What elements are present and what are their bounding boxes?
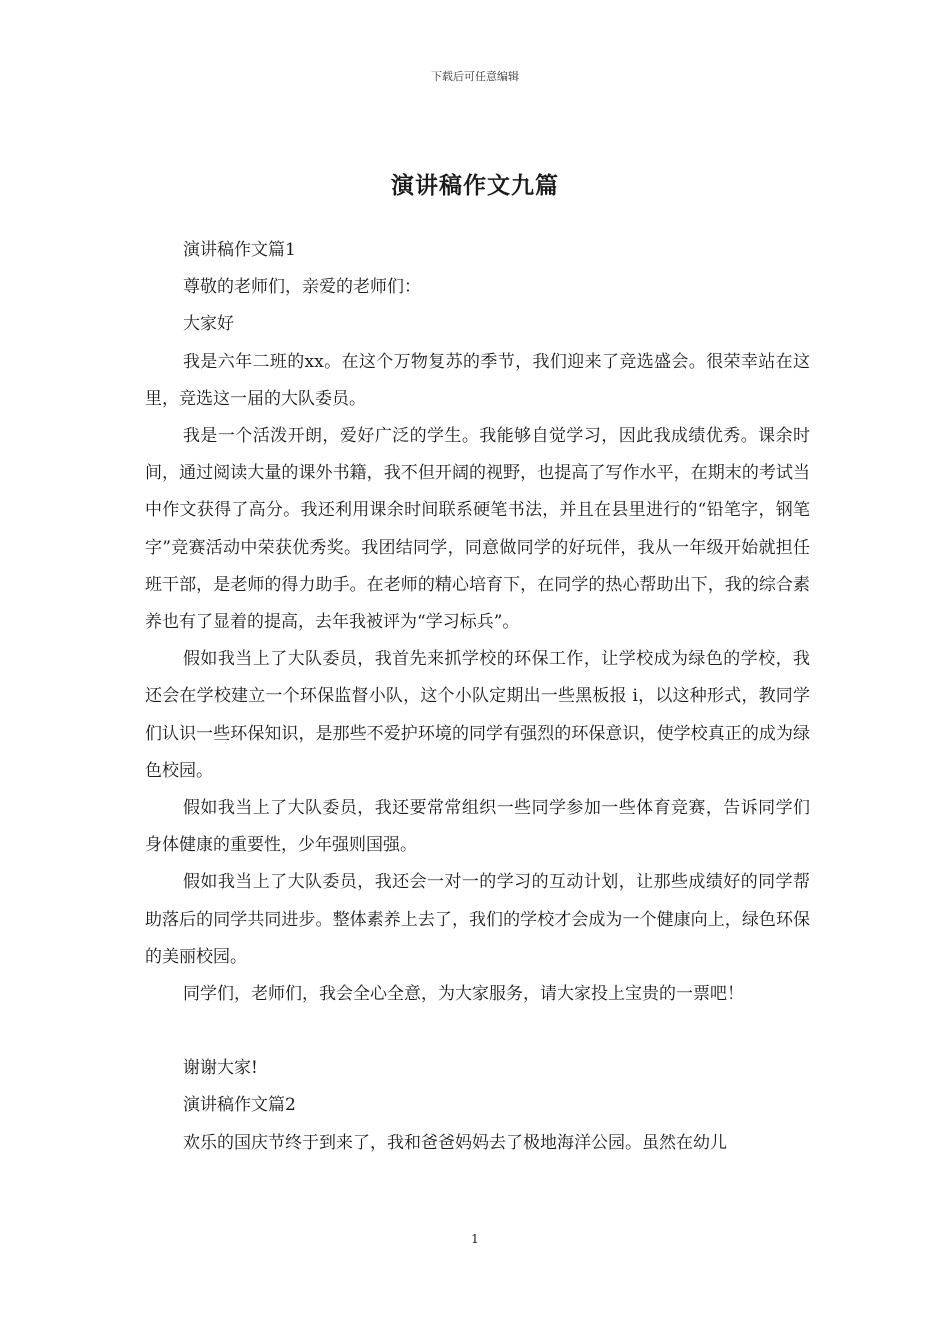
page-number: 1 [471, 1232, 479, 1246]
body-paragraph: 假如我当上了大队委员，我还要常常组织一些同学参加一些体育竞赛，告诉同学们身体健康的重要性，少年强则国强。 [145, 798, 810, 856]
body-paragraph: 我是一个活泼开朗，爱好广泛的学生。我能够自觉学习，因此我成绩优秀。课余时间，通过阅读大量的课外书籍，我不但开阔的视野，也提高了写作水平，在期末的考试当中作文获得了高分。我还利用课余时间联系硬笔书法，并且在县里进行的“铅笔字，钢笔字”竞赛活动中荣获优秀奖。我团结同学，同意做同学的好玩伴，我从一年级开始就担任班干部，是老师的得力助手。在老师的精心培育下，在同学的热心帮助出下，我的综合素养也有了显着的提高，去年我被评为“学习标兵”。 [145, 426, 810, 633]
body-paragraph: 欢乐的国庆节终于到来了，我和爸爸妈妈去了极地海洋公园。虽然在幼儿 [183, 1132, 727, 1153]
page-header-note: 下载后可任意编辑 [431, 70, 519, 83]
body-paragraph: 假如我当上了大队委员，我首先来抓学校的环保工作，让学校成为绿色的学校，我还会在学校建立一个环保监督小队，这个小队定期出一些黑板报 i，以这种形式，教同学们认识一些环保知识，是那些不爱护环境的同学有强烈的环保意识，使学校真正的成为绿色校园。 [145, 649, 810, 781]
closing-thanks: 谢谢大家! [183, 1058, 258, 1079]
body-paragraph: 假如我当上了大队委员，我还会一对一的学习的互动计划，让那些成绩好的同学帮助落后的同学共同进步。整体素养上去了，我们的学校才会成为一个健康向上，绿色环保的美丽校园。 [145, 872, 810, 967]
salutation: 尊敬的老师们，亲爱的老师们： [183, 277, 421, 298]
body-paragraph: 同学们，老师们，我会全心全意，为大家服务，请大家投上宝贵的一票吧！ [183, 984, 744, 1005]
document-title: 演讲稿作文九篇 [391, 172, 559, 200]
body-paragraph: 我是六年二班的xx。在这个万物复苏的季节，我们迎来了竞选盛会。很荣幸站在这里，竞选这一届的大队委员。 [145, 351, 810, 409]
greeting: 大家好 [183, 314, 234, 335]
document-body [145, 232, 810, 1162]
section-heading-2: 演讲稿作文篇2 [183, 1095, 296, 1116]
section-heading-1: 演讲稿作文篇1 [183, 240, 296, 260]
